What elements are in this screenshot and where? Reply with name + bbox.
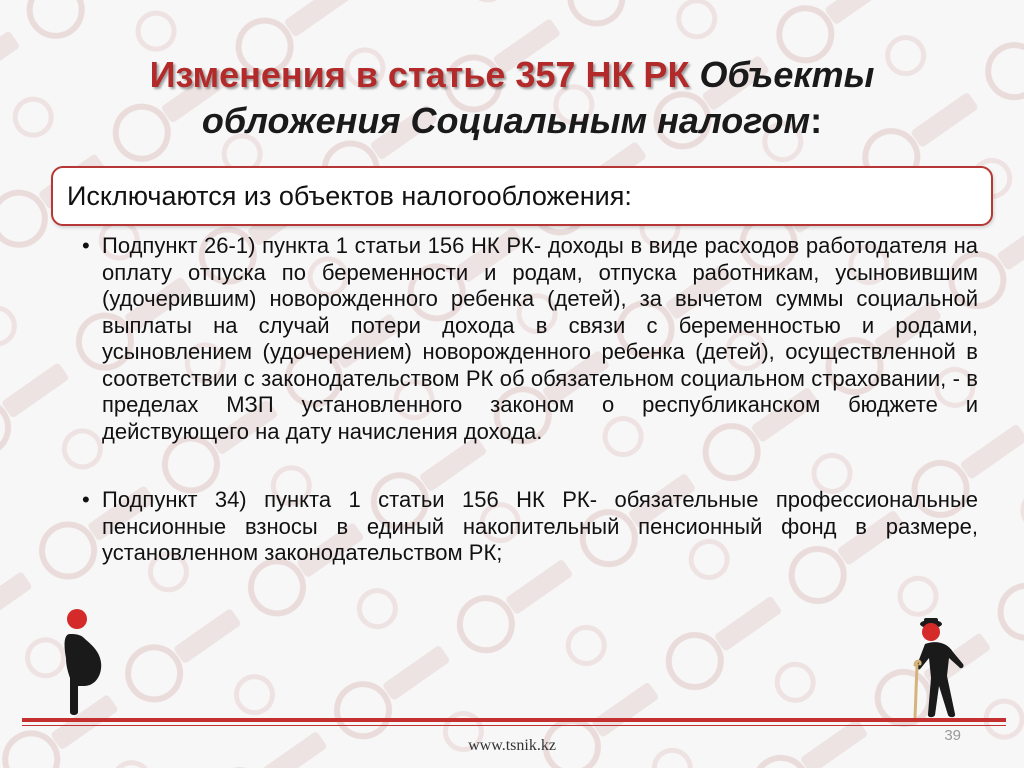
elderly-man-with-cane-icon — [905, 618, 985, 718]
title-red-part: Изменения в статье 357 НК РК — [149, 54, 690, 95]
section-header-text: Исключаются из объектов налогообложения: — [67, 181, 632, 211]
footer-url[interactable]: www.tsnik.kz — [468, 737, 556, 754]
pregnant-woman-icon — [60, 608, 110, 718]
page-number: 39 — [944, 727, 961, 744]
bullet-item-2: • Подпункт 34) пункта 1 статьи 156 НК РК- обязательные профессиональные пенсионные взносы в единый накопительный пенсионный фонд в размере, установленном законодательством РК; — [82, 487, 978, 567]
footer-divider-thick — [22, 718, 1006, 722]
bullet-list — [82, 233, 978, 567]
bullet-item-1: • Подпункт 26-1) пункта 1 статьи 156 НК РК- доходы в виде расходов работодателя на оплату отпуска по беременности и родам, отпуска работникам, усыновившим (удочерившим) новорожденного ребенка (детей), за вычетом суммы социальной выплаты на случай потери дохода в связи с беременностью и родами, усыновлением (удочерением) новорожденного ребенка (детей), осуществленной в соответствии с законодательством РК об обязательном социальном страховании, - в пределах МЗП установленного законом о республиканском бюджете и действующего на дату начисления дохода. — [82, 233, 978, 445]
slide-title — [60, 52, 964, 144]
section-header-box — [51, 166, 993, 226]
title-black-part: Объекты обложения Социальным налогом — [201, 54, 875, 141]
title-colon: : — [810, 100, 823, 141]
footer-divider-thin — [22, 725, 1006, 726]
